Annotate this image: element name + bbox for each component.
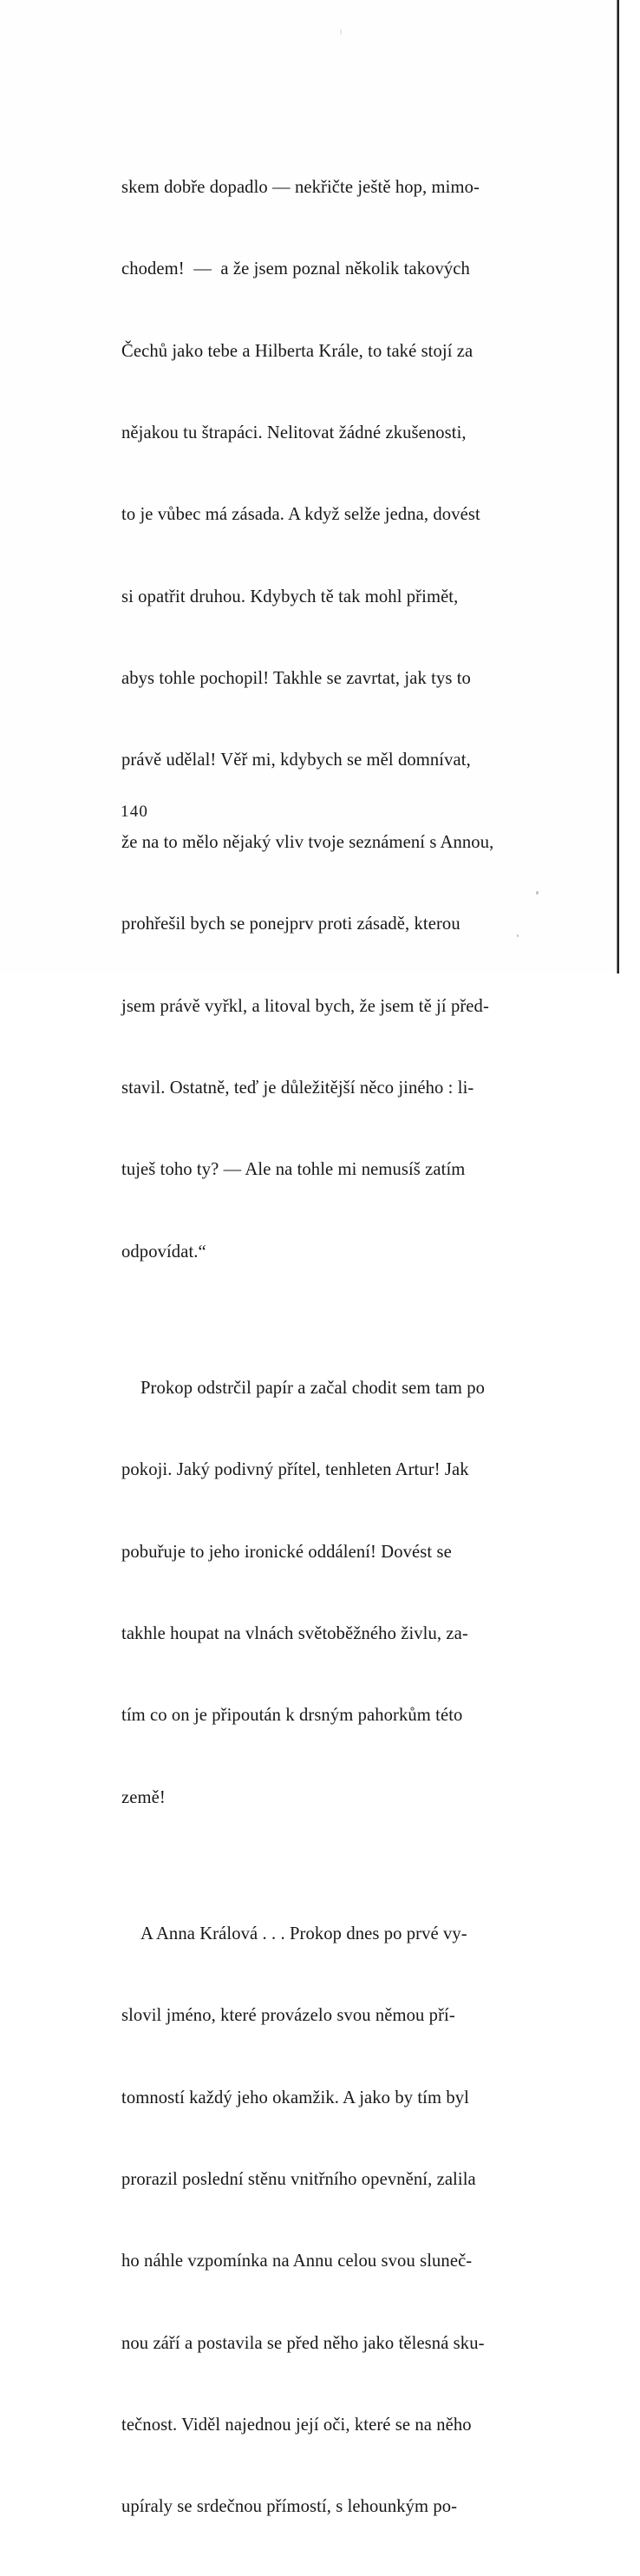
page-number: 140	[121, 803, 149, 821]
text-line: pokoji. Jaký podivný přítel, tenhleten Artur! Jak	[121, 1460, 469, 1480]
text-line: si opatřit druhou. Kdybych tě tak mohl přimět,	[121, 587, 459, 606]
text-line: jsem právě vyřkl, a litoval bych, že jsem tě jí před-	[121, 996, 489, 1016]
text-line: ho náhle vzpomínka na Annu celou svou sluneč-	[121, 2252, 473, 2271]
text-line-first	[121, 1375, 529, 1402]
text-line: stavil. Ostatně, teď je důležitější něco jiného : li-	[121, 1078, 474, 1098]
text-line: že na to mělo nějaký vliv tvoje seznámení s Annou,	[121, 832, 494, 852]
text-line: Čechů jako tebe a Hilberta Krále, to také stojí za	[121, 341, 473, 361]
text-line: tečnost. Viděl najednou její oči, které se na něho	[121, 2415, 472, 2435]
text-line: prohřešil bych se ponejprv proti zásadě, kterou	[121, 914, 460, 934]
text-line: právě udělal! Věř mi, kdybych se měl domnívat,	[121, 751, 471, 770]
scan-speckle	[517, 934, 519, 937]
text-line: takhle houpat na vlnách světoběžného živlu, za-	[121, 1623, 468, 1643]
text-line: tím co on je připoután k drsným pahorkům této	[121, 1706, 463, 1726]
scan-outer-margin	[619, 0, 640, 973]
text-line: nějakou tu štrapáci. Nelitovat žádné zkušenosti,	[121, 423, 467, 442]
paragraph-anna	[121, 1866, 529, 2576]
text-line: prorazil poslední stěnu vnitřního opevnění, zalila	[121, 2169, 476, 2189]
text-line: tuješ toho ty? — Ale na tohle mi nemusíš zatím	[121, 1160, 466, 1180]
text-line: Prokop odstrčil papír a začal chodit sem tam po	[140, 1378, 486, 1398]
text-line: skem dobře dopadlo — nekřičte ještě hop, mimo-	[121, 177, 480, 197]
text-line: odpovídat.“	[121, 1242, 206, 1262]
text-line: slovil jméno, které provázelo svou němou pří-	[121, 2006, 455, 2026]
text-line: A Anna Králová . . . Prokop dnes po prvé vy-	[140, 1924, 467, 1943]
text-line: nou září a postavila se před něho jako tělesná sku-	[121, 2333, 485, 2353]
text-line: chodem! — a že jsem poznal několik takových	[121, 259, 470, 279]
text-line: země!	[121, 1787, 166, 1807]
paragraph-prokop	[121, 1321, 529, 1866]
scan-speckle	[536, 891, 539, 895]
paragraph-letter-end	[121, 120, 529, 1321]
page-text-block	[121, 120, 529, 2576]
text-line: pobuřuje to jeho ironické oddálení! Dovést se	[121, 1542, 452, 1562]
text-line: to je vůbec má zásada. A když selže jedna, dovést	[121, 505, 480, 525]
text-line: abys tohle pochopil! Takhle se zavrtat, jak tys to	[121, 669, 471, 689]
text-line: tomností každý jeho okamžik. A jako by tím byl	[121, 2088, 469, 2107]
text-line: upíraly se srdečnou přímostí, s lehounkým po-	[121, 2497, 458, 2517]
text-line-first	[121, 1921, 529, 1948]
scan-speckle	[340, 29, 342, 35]
